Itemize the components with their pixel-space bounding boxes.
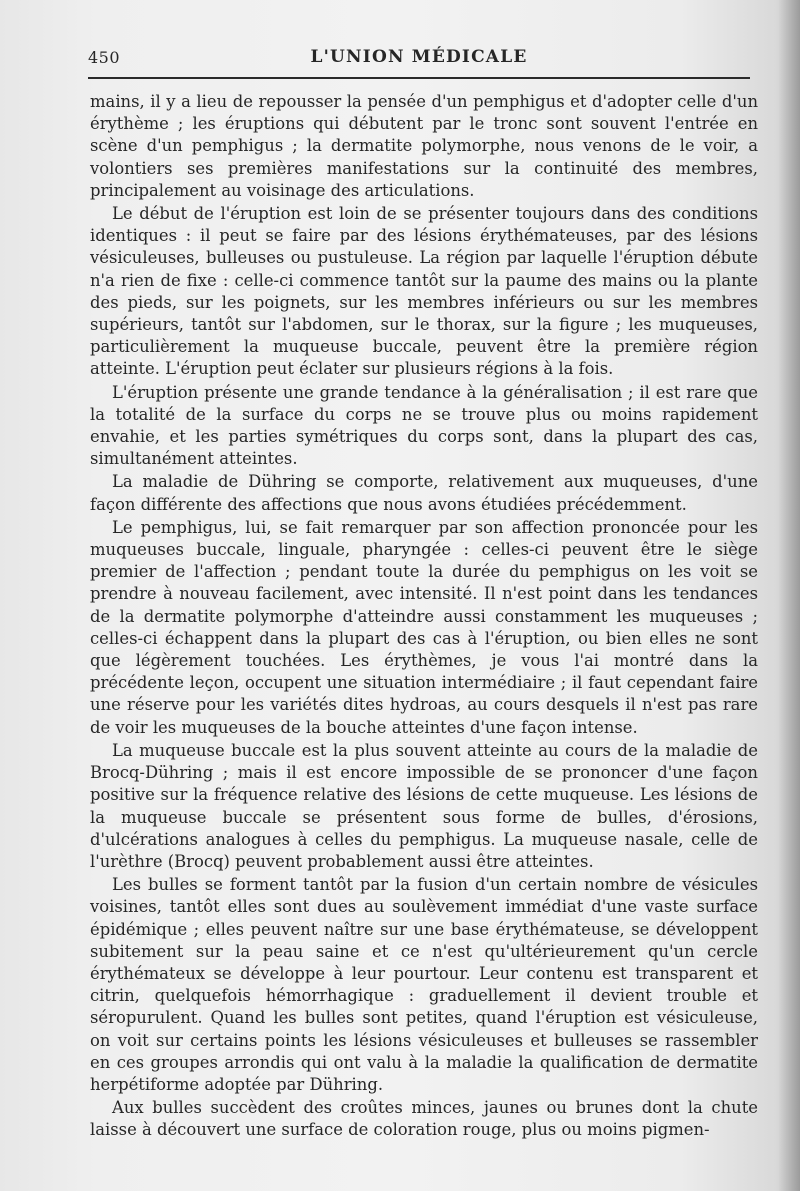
paragraph-4: La maladie de Dühring se comporte, relativement aux muqueuses, d'une façon différente des affections que nous avons étudiées précédemment.: [90, 472, 758, 514]
body-text: [90, 91, 758, 1142]
paragraph-5: Le pemphigus, lui, se fait remarquer par son affection prononcée pour les muqueuses buccale, linguale, pharyngée : celles-ci peuvent être le siège premier de l'affection ; pendant toute la durée du pemphigus on les voit se prendre à nouveau facilement, avec intensité. Il n'est point dans les tendances de la dermatite polymorphe d'atteindre aussi constamment les muqueuses ; celles-ci échappent dans la plupart des cas à l'éruption, ou bien elles ne sont que légèrement touchées. Les érythèmes, je vous l'ai montré dans la précédente leçon, occupent une situation intermédiaire ; il faut cependant faire une réserve pour les variétés dites hydroas, au cours desquels il n'est pas rare de voir les muqueuses de la bouche atteintes d'une façon intense.: [90, 517, 758, 737]
header-rule: [88, 77, 750, 79]
paragraph-2: Le début de l'éruption est loin de se présenter toujours dans des conditions identiques : il peut se faire par des lésions érythémateuses, par des lésions vésiculeuses, bulleuses ou pustuleuse. La région par laquelle l'éruption débute n'a rien de fixe : celle-ci commence tantôt sur la paume des mains ou la plante des pieds, sur les poignets, sur les membres inférieurs ou sur les membres supérieurs, tantôt sur l'abdomen, sur le thorax, sur la figure ; les muqueuses, particulièrement la muqueuse buccale, peuvent être la première région atteinte. L'éruption peut éclater sur plusieurs régions à la fois.: [90, 204, 758, 379]
page-number: 450: [88, 48, 121, 67]
paragraph-1: mains, il y a lieu de repousser la pensée d'un pemphigus et d'adopter celle d'un érythème ; les éruptions qui débutent par le tronc sont souvent l'entrée en scène d'un pemphigus ; la dermatite polymorphe, nous venons de le voir, a volontiers ses premières manifestations sur la continuité des membres, principalement au voisinage des articulations.: [90, 92, 758, 200]
paragraph-6: La muqueuse buccale est la plus souvent atteinte au cours de la maladie de Brocq-Dühring ; mais il est encore impossible de se prononcer d'une façon positive sur la fréquence relative des lésions de cette muqueuse. Les lésions de la muqueuse buccale se présentent sous forme de bulles, d'érosions, d'ulcérations analogues à celles du pemphigus. La muqueuse nasale, celle de l'urèthre (Brocq) peuvent probablement aussi être atteintes.: [90, 740, 758, 871]
paragraph-8: Aux bulles succèdent des croûtes minces, jaunes ou brunes dont la chute laisse à découvert une surface de coloration rouge, plus ou moins pigmen-: [90, 1098, 758, 1140]
paragraph-7: Les bulles se forment tantôt par la fusion d'un certain nombre de vésicules voisines, tantôt elles sont dues au soulèvement immédiat d'une vaste surface épidémique ; elles peuvent naître sur une base érythémateuse, se développent subitement sur la peau saine et ce n'est qu'ultérieurement qu'un cercle érythémateux se développe à leur pourtour. Leur contenu est transparent et citrin, quelquefois hémorrhagique : graduellement il devient trouble et séropurulent. Quand les bulles sont petites, quand l'éruption est vésiculeuse, on voit sur certains points les lésions vésiculeuses et bulleuses se rassembler en ces groupes arrondis qui ont valu à la maladie la qualification de dermatite herpétiforme adoptée par Dühring.: [90, 875, 758, 1094]
paragraph-3: L'éruption présente une grande tendance à la généralisation ; il est rare que la totalité de la surface du corps ne se trouve plus ou moins rapidement envahie, et les parties symétriques du corps sont, dans la plupart des cas, simultanément atteintes.: [90, 382, 758, 469]
page-header: [88, 44, 750, 78]
running-title: L'UNION MÉDICALE: [310, 47, 528, 67]
